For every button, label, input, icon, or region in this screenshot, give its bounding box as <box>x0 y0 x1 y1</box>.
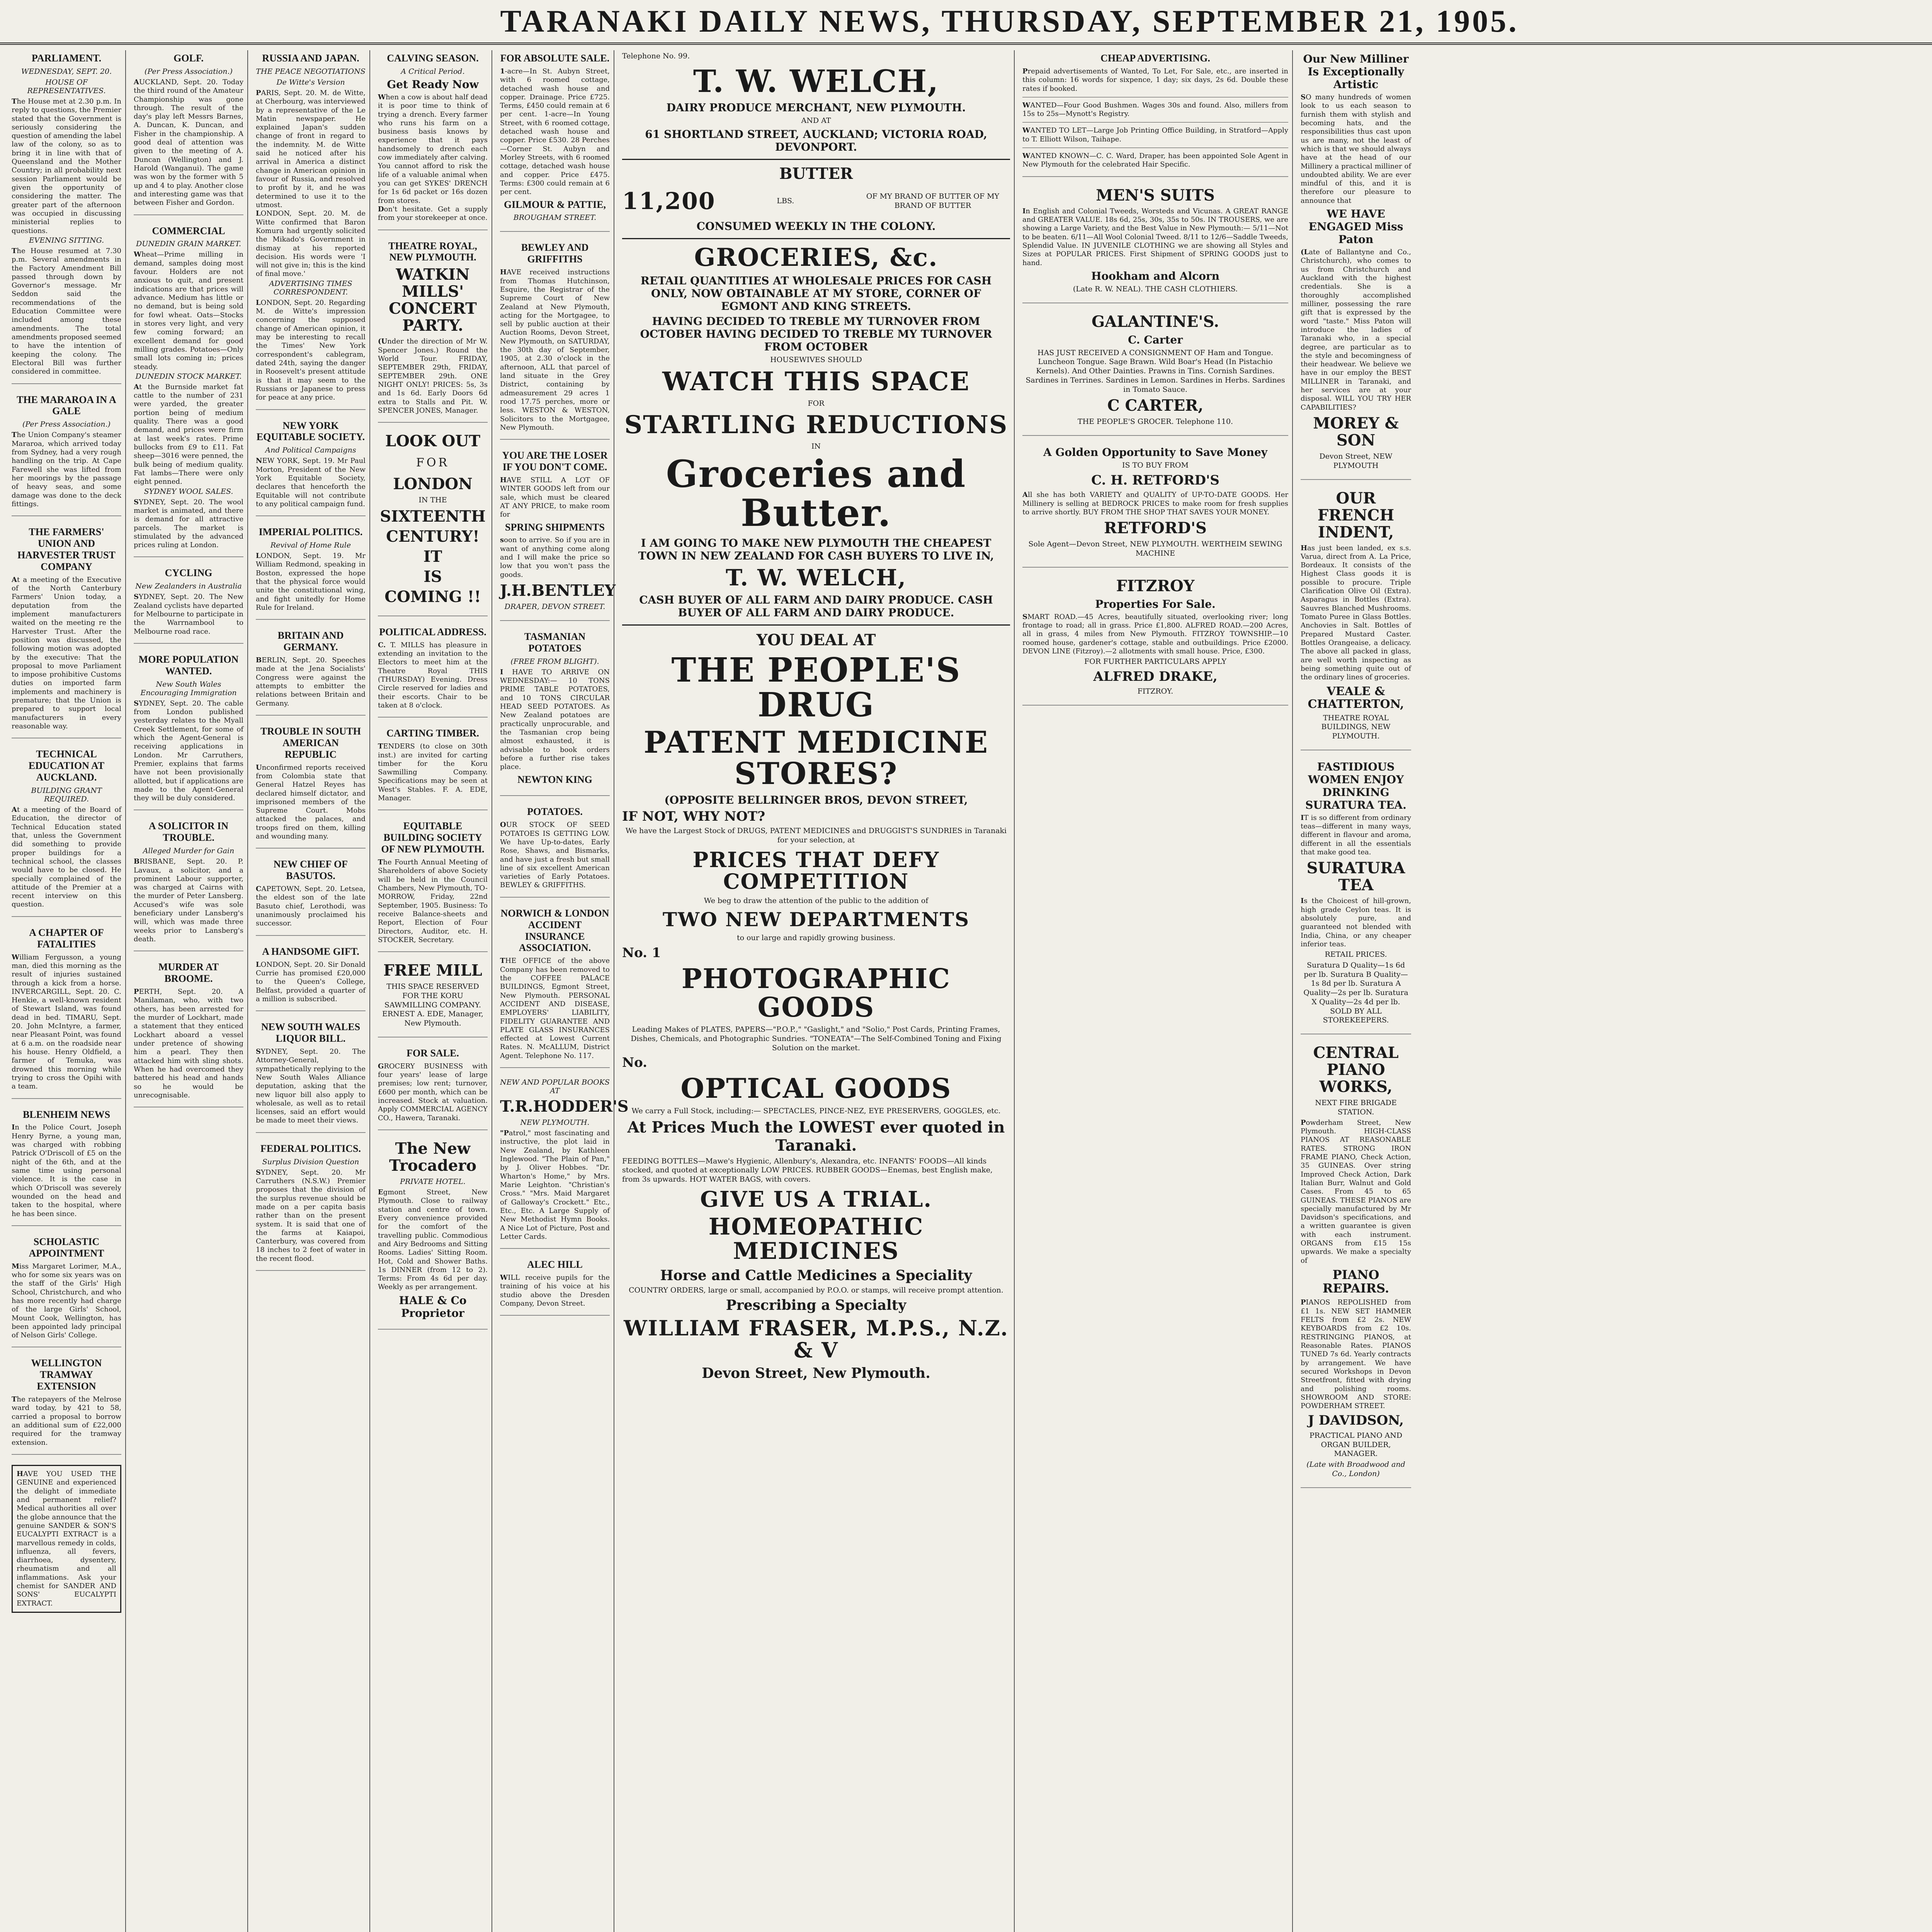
ad-line: Hookham and Alcorn <box>1091 269 1220 282</box>
ad-line: IF NOT, WHY NOT? <box>622 809 765 825</box>
ad-line: OF MY BRAND OF BUTTER OF MY BRAND OF BUTTER <box>866 192 1000 210</box>
ad-title: THE PEOPLE'S DRUG <box>671 650 961 725</box>
ad-body: SO many hundreds of women look to us each season to furnish them with stylish and becoming hats, and the responsibilities thus cast upon us are many, not the least of which is that we should always have at the head of our Millinery a practical milliner of undoubted ability. We are ever mindful of this, and it is therefore our pleasure to announce that <box>1301 93 1411 205</box>
ad-trocadero <box>378 1140 488 1330</box>
headline: WELLINGTON TRAMWAY EXTENSION <box>31 1357 102 1392</box>
subhead: NEW AND POPULAR BOOKS AT <box>500 1078 610 1095</box>
ad-line: No. <box>622 1055 647 1071</box>
subhead: Revival of Home Rule <box>270 541 351 550</box>
article-body: William Fergusson, a young man, died this morning as the result of injuries sustained through a kick from a horse. INVERCARGILL, Sept. 20. C. Henkie, a well-known resident of Stewart Island, was found dead in bed. TIMARU, Sept. 20. John McIntyre, a farmer, near Pleasant Point, was found at 6 a.m. on the roadside near his house. Henry Oldfield, a farmer of Temuka, was drowned this morning while trying to cross the Opihi with a team. <box>12 953 121 1091</box>
headline: TECHNICAL EDUCATION AT AUCKLAND. <box>28 748 105 783</box>
ad-title: FREE MILL <box>383 961 482 980</box>
article-body: PERTH, Sept. 20. A Manilaman, who, with two others, has been arrested for the murder of Lockhart, made a statement that they enticed Lockhart aboard a vessel under pretence of showing him a pearl. They then attacked him with sling shots. When he had overcomed they battered his head and hands so he would be unrecognisable. <box>134 988 243 1099</box>
subhead: EVENING SITTING. <box>29 236 104 245</box>
ad-line: PRACTICAL PIANO AND ORGAN BUILDER, MANAGER. <box>1309 1431 1403 1458</box>
ad-cheap-advertising <box>1022 53 1288 177</box>
ad-title: OUR FRENCH INDENT, <box>1317 489 1395 541</box>
headline: FEDERAL POLITICS. <box>260 1143 361 1154</box>
ad-line: Devon Street, New Plymouth. <box>702 1365 930 1381</box>
article-commercial <box>134 225 243 558</box>
ad-title: At Prices Much the LOWEST ever quoted in Taranaki. <box>627 1118 1005 1155</box>
article-russia-japan <box>256 53 366 410</box>
columns <box>12 50 1932 1932</box>
ad-body: The Fourth Annual Meeting of Shareholders of above Society will be held in the Council Chambers, New Plymouth, TO-MORROW, Friday, 22nd September, 1905. Business: To receive Balance-sheets and Report, Election of Four Directors, Auditor, etc. H. STOCKER, Secretary. <box>378 858 488 944</box>
headline: CALVING SEASON. <box>387 53 479 64</box>
article-scholastic <box>12 1236 121 1348</box>
ad-line: COMING !! <box>384 587 481 606</box>
column-2 <box>134 50 248 1932</box>
article-gift <box>256 946 366 1011</box>
subhead: PRIVATE HOTEL. <box>400 1177 466 1186</box>
headline: A HANDSOME GIFT. <box>262 946 359 957</box>
ad-title: WILLIAM FRASER, M.P.S., N.Z. & V <box>624 1316 1009 1363</box>
ad-line: AND AT <box>801 116 831 125</box>
subhead: (Per Press Association.) <box>22 420 111 429</box>
ad-body: Has just been landed, ex s.s. Varua, direct from A. La Price, Bordeaux. It consists of the Highest Class goods it is possible to procure. Triple Clarification Olive Oil (Extra). Asparagus in Bottles (Extra). Sauvres Blanched Mushrooms. Tomato Puree in Glass Bottles. Anchovies in Salt. Bottles of Prepared Mustard Caster. Bottles Orangeaise, a delicacy. The above all packed in glass, are well worth inspecting as being something quite out of the ordinary lines of groceries. <box>1301 544 1411 682</box>
ad-potatoes <box>500 806 610 897</box>
ad-line: (OPPOSITE BELLRINGER BROS, DEVON STREET, <box>664 794 968 807</box>
column-3 <box>256 50 370 1932</box>
ad-line: We beg to draw the attention of the public to the addition of <box>704 896 929 905</box>
subhead: SYDNEY WOOL SALES. <box>144 487 233 496</box>
ad-body: HAVE received instructions from Thomas Hutchinson, Esquire, the Registrar of the Supreme Court of New Zealand at New Plymouth, acting for the Mortgagee, to sell by public auction at their Auction Rooms, Devon Street, New Plymouth, on SATURDAY, the 30th day of September, 1905, at 2.30 o'clock in the afternoon, ALL that parcel of land situate in the Grey District, containing by admeasurement 29 acres 1 rood 17.75 perches, more or less. WESTON & WESTON, Solicitors to the Mortgagee, New Plymouth. <box>500 268 610 432</box>
article-body: SYDNEY, Sept. 20. The cable from London published yesterday relates to the Myall Creek Settlement, for some of which the Agent-General is receiving applications in London. Mr Carruthers, Premier, explains that farms have not been provisionally allotted, but if applications are made to the Agent-General they will be duly considered. <box>134 699 243 803</box>
ad-body: HAVE STILL A LOT OF WINTER GOODS left from our sale, which must be cleared AT ANY PRICE, to make room for <box>500 476 610 519</box>
subhead: BUILDING GRANT REQUIRED. <box>31 786 102 804</box>
headline: THE FARMERS' UNION AND HARVESTER TRUST COMPANY <box>17 526 116 572</box>
ad-body: When a cow is about half dead it is poor time to think of trying a drench. Every farmer who runs his farm on a business basis knows by experience that it pays handsomely to drench each cow immediately after calving. You cannot afford to risk the life of a valuable animal when you can get SYKES' DRENCH for 1s 6d packet or 16s dozen from stores. <box>378 93 488 205</box>
column-7 <box>1022 50 1293 1932</box>
subhead: Alleged Murder for Gain <box>143 847 235 855</box>
ad-body: Prepaid advertisements of Wanted, To Let, For Sale, etc., are inserted in this column: 16 words for sixpence, 1 day; six days, 2s 6d. Double these rates if booked. <box>1022 67 1288 93</box>
ad-line: FOR FURTHER PARTICULARS APPLY <box>1084 657 1227 666</box>
article-body: BRISBANE, Sept. 20. P. Lavaux, a solicitor, and a prominent Labour supporter, was charged at Cairns with the murder of Peter Lansberg. Accused's wife was sole beneficiary under Lansberg's will, which was made three weeks prior to Lansberg's death. <box>134 857 243 944</box>
article-body: LONDON, Sept. 20. M. de Witte confirmed that Baron Komura had urgently solicited the Mikado's Government in dismay at his reported decision. His words were 'I will not give in; this is the kind of final move.' <box>256 209 366 278</box>
butter-unit: LBS. <box>777 197 794 206</box>
ad-line: HOUSEWIVES SHOULD <box>770 355 862 364</box>
headline: SPRING SHIPMENTS <box>505 521 605 533</box>
ad-line: CONSUMED WEEKLY IN THE COLONY. <box>696 219 936 233</box>
article-basutos <box>256 859 366 935</box>
subhead: And Political Campaigns <box>265 446 356 455</box>
article-body: LONDON, Sept. 19. Mr William Redmond, speaking in Boston, expressed the hope that the physical force would unite the constitutional wing, and fight unitedly for Home Rule for Ireland. <box>256 552 366 612</box>
ad-title: T. W. WELCH, <box>726 565 906 591</box>
ad-title: GROCERIES, &c. <box>694 243 938 272</box>
ad-title: The New Trocadero <box>389 1139 477 1175</box>
ad-line: We have the Largest Stock of DRUGS, PATENT MEDICINES and DRUGGIST'S SUNDRIES in Taranaki for your selection, at <box>625 827 1007 845</box>
ad-line: YOU DEAL AT <box>756 631 876 649</box>
article-solicitor <box>134 820 243 951</box>
headline: TASMANIAN POTATOES <box>524 631 586 654</box>
butter-amount: 11,200 <box>622 187 716 215</box>
ad-title: CENTRAL PIANO WORKS, <box>1313 1044 1399 1096</box>
ad-for-sale <box>378 1048 488 1130</box>
ad-line: We carry a Full Stock, including:— SPECTACLES, PINCE-NEZ, EYE PRESERVERS, GOGGLES, etc. <box>631 1106 1001 1115</box>
subhead: New Zealanders in Australia <box>135 582 242 591</box>
article-body: At the Burnside market fat cattle to the number of 231 were yarded, the greater portion being of medium quality. There was a good demand, and prices were firm at last week's rates. Prime bullocks from £9 to £11. Fat sheep—3016 were penned, the bulk being of medium quality. Fat lambs—There were only eight penned. <box>134 383 243 486</box>
ad-title: VEALE & CHATTERTON, <box>1308 684 1404 711</box>
subhead: DUNEDIN STOCK MARKET. <box>135 372 242 381</box>
ad-title: GALANTINE'S. <box>1091 312 1219 331</box>
headline: NEW YORK EQUITABLE SOCIETY. <box>256 420 365 443</box>
ad-title: GIVE US A TRIAL. <box>700 1186 932 1212</box>
ad-title: WATKIN MILLS' CONCERT PARTY. <box>389 265 477 335</box>
headline: COMMERCIAL <box>152 225 225 236</box>
headline: GOLF. <box>173 53 204 64</box>
article-technical-education <box>12 748 121 917</box>
headline: FOR SALE. <box>406 1047 459 1059</box>
ad-title: TWO NEW DEPARTMENTS <box>662 908 970 931</box>
headline: MORE POPULATION WANTED. <box>138 653 239 677</box>
masthead-title: TARANAKI DAILY NEWS, THURSDAY, SEPTEMBER 21, 1905. <box>500 3 1519 39</box>
ad-title: PRICES THAT DEFY COMPETITION <box>692 847 940 894</box>
column-8 <box>1301 50 1415 1932</box>
article-liquor-bill <box>256 1021 366 1133</box>
article-parliament <box>12 53 121 384</box>
article-britain-germany <box>256 630 366 716</box>
article-federal <box>256 1143 366 1271</box>
ad-body: C. T. MILLS has pleasure in extending an invitation to the Electors to meet him at the Theatre Royal THIS (THURSDAY) Evening. Dress Circle reserved for ladies and their escorts. Chair to be taken at 8 o'clock. <box>378 641 488 709</box>
headline: NEWTON KING <box>517 774 592 785</box>
article-population <box>134 654 243 811</box>
ad-bentley <box>500 450 616 621</box>
ad-title: Groceries and Butter. <box>666 452 966 535</box>
ad-title: PIANO REPAIRS. <box>1322 1267 1389 1296</box>
article-body: SYDNEY, Sept. 20. The New Zealand cyclists have departed for Melbourne to participate in the Warrnambool to Melbourne road race. <box>134 593 243 636</box>
classified: WANTED—Four Good Bushmen. Wages 30s and found. Also, millers from 15s to 25s—Mynott's Registry. <box>1022 101 1288 118</box>
headline: YOU ARE THE LOSER IF YOU DON'T COME. <box>502 450 608 473</box>
ad-french-indent <box>1301 490 1411 750</box>
article-body: BERLIN, Sept. 20. Speeches made at the Jena Socialists' Congress were against the attempts to embitter the relations between Britain and Germany. <box>256 656 366 707</box>
article-golf <box>134 53 243 215</box>
subhead: Get Ready Now <box>387 78 479 91</box>
article-body: AUCKLAND, Sept. 20. Today the third round of the Amateur Championship was gone through. The result of the day's play left Messrs Barnes, A. Duncan, K. Duncan, and Fisher in the championship. A good deal of attention was given to the meeting of A. Duncan (Wellington) and J. Harold (Wanganui). The game was won by the former with 5 up and 4 to play. Another close and interesting game was that between Fisher and Gordon. <box>134 78 243 207</box>
ad-title: T. W. WELCH, <box>693 63 939 99</box>
subhead: De Witte's Version <box>276 78 345 87</box>
ad-line: Horse and Cattle Medicines a Speciality <box>660 1267 972 1284</box>
headline: A CHAPTER OF FATALITIES <box>29 927 104 950</box>
ad-line: NEXT FIRE BRIGADE STATION. <box>1315 1099 1397 1116</box>
article-body: Miss Margaret Lorimer, M.A., who for some six years was on the staff of the Girls' High School, Christchurch, and who has more recently had charge of the large Girls' School, Mount Cook, Wellington, has been appointed lady principal of Nelson Girls' College. <box>12 1262 121 1340</box>
ad-retford <box>1022 446 1288 568</box>
ad-line: (Late with Broadwood and Co., London) <box>1306 1460 1405 1478</box>
subhead: BROUGHAM STREET. <box>513 213 597 222</box>
ad-absolute-sale <box>500 53 610 232</box>
column-6-welch-ad <box>622 50 1015 1932</box>
ad-title: SURATURA TEA <box>1306 859 1405 895</box>
ad-body: In English and Colonial Tweeds, Worsteds and Vicunas. A GREAT RANGE and GREATER VALUE. 18s 6d, 25s, 30s, 35s to 50s. IN TROUSERS, we are showing a Large Variety, and the Best Value in New Plymouth:— 5/11—Not to be beaten. 6/11—All Wool Colonial Tweed. 8/11 to 12/6—Saddle Tweeds, Splendid Value. IN JUVENILE CLOTHING we are showing all Styles and Sizes at POPULAR PRICES. First Shipment of SPRING GOODS just to hand. <box>1022 207 1288 267</box>
subhead: NEW PLYMOUTH. <box>520 1118 590 1127</box>
ad-title: A Golden Opportunity to Save Money <box>1043 446 1268 459</box>
ad-calving <box>378 53 488 230</box>
ad-fitzroy <box>1022 578 1288 706</box>
ad-title: C. H. RETFORD'S <box>1091 472 1219 488</box>
headline: BEWLEY AND GRIFFITHS <box>521 242 589 265</box>
ad-equitable-building <box>378 820 488 952</box>
article-body: Unconfirmed reports received from Colombia state that General Hatzel Reyes has declared himself dictator, and imprisoned members of the Supreme Court. Mobs attacked the palaces, and troops fired on them, killing and wounding many. <box>256 763 366 841</box>
ad-body: (Late of Ballantyne and Co., Christchurch), who comes to us from Christchurch and Auckland with the highest credentials. She is a thoroughly accomplished milliner, possessing the rare gift that is expressed by the word "taste." Miss Paton will introduce the ladies of Taranaki who, in a special degree, are particular as to the style and becomingness of their headwear. We believe we have in our employ the BEST MILLINER in Taranaki, and her services are at your disposal. WILL YOU TRY HER CAPABILITIES? <box>1301 248 1411 412</box>
ad-line: Properties For Sale. <box>1095 597 1216 611</box>
ad-title: MEN'S SUITS <box>1096 186 1215 204</box>
subhead: (Per Press Association.) <box>145 67 233 76</box>
ad-title: RETFORD'S <box>1104 519 1207 537</box>
ad-political <box>378 626 488 718</box>
article-body: The ratepayers of the Melrose ward today, by 421 to 58, carried a proposal to borrow an additional sum of £22,000 required for the tramway extension. <box>12 1395 121 1447</box>
headline: FOR ABSOLUTE SALE. <box>500 53 610 64</box>
headline: CHEAP ADVERTISING. <box>1100 53 1210 64</box>
ad-body: THE OFFICE of the above Company has been removed to the COFFEE PALACE BUILDINGS, Egmont Street, New Plymouth. PERSONAL ACCIDENT AND DISEASE, EMPLOYERS' LIABILITY, FIDELITY GUARANTEE AND PLATE GLASS INSURANCES effected at Lowest Current Rates. N. McALLUM, District Agent. Telephone No. 117. <box>500 957 610 1060</box>
ad-hodder <box>500 1078 629 1249</box>
ad-body: HAVE YOU USED THE GENUINE and experienced the delight of immediate and permanent relief? Medical authorities all over the globe announce that the genuine SANDER & SON'S EUCALYPTI EXTRACT is a marvellous remedy in colds, influenza, all fevers, diarrhoea, dysentery, rheumatism and all inflammations. Ask your chemist for SANDER AND SONS' EUCALYPTI EXTRACT. <box>17 1470 116 1607</box>
headline: PARLIAMENT. <box>31 53 102 64</box>
article-farmers-union <box>12 526 121 738</box>
article-body: SYDNEY, Sept. 20. The Attorney-General, sympathetically replying to the New South Wales Alliance deputation, asking that the new liquor bill also apply to wholesale, as well as to retail licenses, said an effort would be made to meet their views. <box>256 1047 366 1125</box>
ad-line: LOOK OUT <box>385 432 480 451</box>
ad-line: FOR <box>808 399 825 408</box>
headline: THEATRE ROYAL, NEW PLYMOUTH. <box>388 240 477 263</box>
butter-row <box>622 185 1010 218</box>
subhead: HOUSE OF REPRESENTATIVES. <box>27 78 106 95</box>
ad-title: C CARTER, <box>1107 396 1204 415</box>
ad-line: IN <box>811 442 821 451</box>
ad-body: Is the Choicest of hill-grown, high grade Ceylon teas. It is absolutely pure, and guaranteed not blended with India, China, or any cheaper inferior teas. <box>1301 897 1411 948</box>
article-mararoa <box>12 394 121 517</box>
classified: WANTED TO LET—Large Job Printing Office Building, in Stratford—Apply to T. Elliott Wilson, Taihape. <box>1022 126 1288 143</box>
headline: EQUITABLE BUILDING SOCIETY OF NEW PLYMOUTH. <box>381 820 485 855</box>
ad-line: IS TO BUY FROM <box>1122 461 1189 470</box>
ad-line: HAVING DECIDED TO TREBLE MY TURNOVER FROM OCTOBER HAVING DECIDED TO TREBLE MY TURNOVER FROM OCTOBER <box>640 315 992 353</box>
headline: NEW SOUTH WALES LIQUOR BILL. <box>261 1021 361 1044</box>
subhead: DRAPER, DEVON STREET. <box>504 602 605 611</box>
article-body: At a meeting of the Executive of the North Canterbury Farmers' Union today, a deputation from the implement manufacturers waited on the meeting re the Harvester Trust. After the position was discussed, the following motion was adopted by the executive: That the proposal to move Parliament to impose prohibitive Customs duties on imported farm implements and machinery is premature; that the Union is prepared to support local manufacturers in every reasonable way. <box>12 575 121 731</box>
ad-line: 61 SHORTLAND STREET, AUCKLAND; VICTORIA ROAD, DEVONPORT. <box>645 128 987 153</box>
subhead: A Critical Period. <box>401 67 465 76</box>
ad-tasmanian-potatoes <box>500 631 610 796</box>
headline: THE MARAROA IN A GALE <box>17 394 116 417</box>
ad-line: FOR <box>416 456 449 470</box>
headline: ALEC HILL <box>527 1259 583 1270</box>
ad-line: SIXTEENTH <box>380 507 486 526</box>
ad-line: RETAIL QUANTITIES AT WHOLESALE PRICES FOR CASH ONLY, NOW OBTAINABLE AT MY STORE, CORNER OF EGMONT AND KING STREETS. <box>640 274 992 313</box>
ad-line: IN THE <box>418 496 447 505</box>
ad-body: "Patrol," most fascinating and instructive, the plot laid in New Zealand, by Kathleen Inglewood. "The Plain of Pan," by J. Oliver Hobbes. "Dr. Wharton's Home," by Mrs. Marie Leighton. "Christian's Cross." "Mrs. Maid Margaret of Galloway's Crockett." Etc., Etc., Etc. A Large Supply of New Methodist Hymn Books. A Nice Lot of Picture, Post and Letter Cards. <box>500 1129 610 1241</box>
column-4 <box>378 50 492 1932</box>
article-body: LONDON, Sept. 20. Regarding M. de Witte's impression concerning the supposed change of American opinion, it may be interesting to recall the Times' New York correspondent's cablegram, dated 24th, saying the danger in Roosevelt's present attitude is that it may seem to the Russians or Japanese to press for peace at any price. <box>256 298 366 402</box>
ad-body: All she has both VARIETY and QUALITY of UP-TO-DATE GOODS. Her Millinery is selling at BEDROCK PRICES to make room for fresh supplies to arrive shortly. BUY FROM THE SHOP THAT SAVES YOUR MONEY. <box>1022 491 1288 516</box>
headline: POTATOES. <box>527 806 583 818</box>
ad-body: IT is so different from ordinary teas—different in many ways, different in flavour and aroma, different in all the essentials that make good tea. <box>1301 813 1411 856</box>
ad-line: LONDON <box>393 475 473 493</box>
subhead: New South Wales Encouraging Immigration <box>140 680 237 697</box>
ad-line: No. 1 <box>622 945 661 961</box>
ad-title: WE HAVE ENGAGED Miss Paton <box>1308 207 1403 246</box>
ad-free-mill <box>378 962 488 1037</box>
ad-look-out <box>378 433 488 616</box>
ad-line: DAIRY PRODUCE MERCHANT, NEW PLYMOUTH. <box>666 101 966 114</box>
ad-norwich-insurance <box>500 908 610 1068</box>
ad-line: Leading Makes of PLATES, PAPERS—"P.O.P.," "Gaslight," and "Solio," Post Cards, Printing Frames, Dishes, Chemicals, and Photographic Sundries. "TONEATA"—The Self-Combined Toning and Fixing Solution on the market. <box>631 1025 1002 1052</box>
ad-line: Sole Agent—Devon Street, NEW PLYMOUTH. WERTHEIM SEWING MACHINE <box>1028 540 1282 558</box>
headline: RUSSIA AND JAPAN. <box>262 53 359 64</box>
headline: CYCLING <box>165 567 213 579</box>
ad-title: HOMEOPATHIC MEDICINES <box>708 1213 924 1265</box>
article-body: In the Police Court, Joseph Henry Byrne, a young man, was charged with robbing Patrick O'Driscoll of £5 on the night of the 6th, and at the same time using personal violence. It is the case in which O'Driscoll was severely wounded on the head and taken to the hospital, where he has been since. <box>12 1123 121 1218</box>
ad-line: CENTURY! <box>386 527 480 546</box>
column-5 <box>500 50 629 1932</box>
masthead <box>0 0 1932 45</box>
ad-line: IT <box>423 547 442 566</box>
ad-line: THEATRE ROYAL BUILDINGS, NEW PLYMOUTH. <box>1321 713 1391 740</box>
ad-body: Egmont Street, New Plymouth. Close to railway station and centre of town. Every convenience provided for the comfort of the travelling public. Commodious and Airy Bedrooms and Sitting Rooms. Ladies' Sitting Room. Hot, Cold and Shower Baths. 1s DINNER (from 12 to 2). Terms: From 4s 6d per day. Weekly as per arrangement. <box>378 1188 488 1291</box>
headline: NORWICH & LONDON ACCIDENT INSURANCE ASSOCIATION. <box>500 907 609 954</box>
ad-milliner <box>1301 53 1411 480</box>
subhead: DUNEDIN GRAIN MARKET. <box>136 240 241 248</box>
classified: WANTED KNOWN—C. C. Ward, Draper, has been appointed Sole Agent in New Plymouth for the celebrated Hair Specific. <box>1022 152 1288 169</box>
article-body: SYDNEY, Sept. 20. Mr Carruthers (N.S.W.) Premier proposes that the division of the surplus revenue should be made on a per capita basis rather than on the present system. It is said that one of the farms at Kaiapoi, Canterbury, was covered from 18 inches to 2 feet of water in the recent flood. <box>256 1168 366 1263</box>
article-equitable <box>256 420 366 517</box>
headline: A SOLICITOR IN TROUBLE. <box>148 820 229 844</box>
ad-suratura <box>1301 760 1411 1034</box>
ad-theatre <box>378 240 488 423</box>
ad-body: OUR STOCK OF SEED POTATOES IS GETTING LOW. We have Up-to-dates, Early Rose, Shaws, and Bismarks, and have just a fresh but small line of six excellent American varieties of Early Potatoes. BEWLEY & GRIFFITHS. <box>500 821 610 889</box>
ad-body: GROCERY BUSINESS with four years' lease of large premises; low rent; turnover, £600 per month, which can be increased. Stock at valuation. Apply COMMERCIAL AGENCY CO., Hawera, Taranaki. <box>378 1062 488 1122</box>
ad-body: (Under the direction of Mr W. Spencer Jones.) Round the World Tour. FRIDAY, SEPTEMBER 29th, FRIDAY, SEPTEMBER 29th. ONE NIGHT ONLY! PRICES: 5s, 3s and 1s 6d. Early Doors 6d extra to Stalls and Pit. W. SPENCER JONES, Manager. <box>378 337 488 415</box>
article-body: NEW YORK, Sept. 19. Mr Paul Morton, President of the New York Equitable Society, declares that henceforth the Equitable will not contribute to any political campaign fund. <box>256 457 366 508</box>
ad-piano-works <box>1301 1044 1411 1488</box>
headline: POLITICAL ADDRESS. <box>379 626 486 638</box>
article-fatalities <box>12 927 121 1099</box>
ad-line: THE PEOPLE'S GROCER. Telephone 110. <box>1077 417 1233 426</box>
article-blenheim <box>12 1109 121 1226</box>
ad-line: FEEDING BOTTLES—Mawe's Hygienic, Allenbury's, Alexandra, etc. INFANTS' FOODS—All kinds stocked, and quoted at exceptionally LOW PRICES. RUBBER GOODS—Enemas, best English make, from 3s upwards. HOT WATER BAGS, with covers. <box>622 1156 993 1184</box>
article-body: SYDNEY, Sept. 20. The wool market is animated, and there is demand for all attractive parcels. The market is stimulated by the advanced prices ruling at London. <box>134 498 243 549</box>
ad-title: J DAVIDSON, <box>1308 1413 1404 1429</box>
ad-line: C. Carter <box>1128 333 1183 346</box>
headline: SCHOLASTIC APPOINTMENT <box>29 1236 104 1259</box>
ad-body: WILL receive pupils for the training of his voice at his studio above the Dresden Company, Devon Street. <box>500 1274 610 1308</box>
ad-line: CASH BUYER OF ALL FARM AND DAIRY PRODUCE. CASH BUYER OF ALL FARM AND DAIRY PRODUCE. <box>639 593 993 619</box>
ad-line: FITZROY. <box>1137 687 1173 696</box>
article-broome <box>134 961 243 1107</box>
ad-title: J.H.BENTLEY <box>500 581 616 600</box>
ad-line: IS <box>423 567 442 586</box>
headline: TROUBLE IN SOUTH AMERICAN REPUBLIC <box>260 725 361 760</box>
article-south-america <box>256 726 366 849</box>
ad-body: Suratura D Quality—1s 6d per lb. Suratura B Quality—1s 8d per lb. Suratura A Quality—2s per lb. Suratura X Quality—2s 4d per lb. SOLD BY ALL STOREKEEPERS. <box>1303 961 1408 1025</box>
headline: BRITAIN AND GERMANY. <box>277 630 344 653</box>
ad-title: ALFRED DRAKE, <box>1093 669 1218 685</box>
telephone: Telephone No. 99. <box>622 52 690 60</box>
ad-title: STARTLING REDUCTIONS <box>624 410 1008 440</box>
subhead: THE PEACE NEGOTIATIONS <box>256 67 366 76</box>
ad-alec-hill <box>500 1259 610 1316</box>
subhead: Surplus Division Question <box>262 1157 359 1166</box>
article-tramway <box>12 1357 121 1455</box>
headline: MURDER AT BROOME. <box>158 961 219 985</box>
ad-bewley-griffiths <box>500 242 610 440</box>
ad-title: PATENT MEDICINE STORES? <box>643 724 989 792</box>
article-body: The Union Company's steamer Mararoa, which arrived today from Sydney, had a very rough handling on the trip. At Cape Farewell she was lifted from her moorings by the passage of heavy seas, and some damage was done to the deck fittings. <box>12 431 121 508</box>
headline: GILMOUR & PATTIE, <box>503 199 606 210</box>
headline: NEW CHIEF OF BASUTOS. <box>273 859 348 882</box>
article-imperial <box>256 526 366 620</box>
article-body: Wheat—Prime milling in demand, samples doing most favour. Holders are not anxious to quit, and present indications are that prices will advance. Medium has little or no demand, but is being sold for fowl wheat. Oats—Stocks in stores very light, and very few coming forward; an excellent demand for good milling grades. Potatoes—Only small lots coming in; prices steady. <box>134 250 243 371</box>
ad-eucalypti <box>12 1465 121 1613</box>
ad-title: FASTIDIOUS WOMEN ENJOY DRINKING SURATURA TEA. <box>1305 760 1406 811</box>
subhead: (FREE FROM BLIGHT). <box>510 657 599 666</box>
ad-title: BUTTER <box>779 164 853 183</box>
ad-body: HAS JUST RECEIVED A CONSIGNMENT OF Ham and Tongue. Luncheon Tongue. Sage Brawn. Wild Boar's Head (In Pistachio Kernels). And Other Dainties. Prawns in Tins. Cornish Sardines. Sardines in Terrines. Sardines in Lemon. Sardines in Herbs. Sardines in Tomato Sauce. <box>1026 348 1285 394</box>
ad-line: to our large and rapidly growing business. <box>737 934 895 942</box>
ad-body: SMART ROAD.—45 Acres, beautifully situated, overlooking river; long frontage to road; all in grass. Price £1,800. ALFRED ROAD.—200 Acres, all in grass, 4 miles from New Plymouth. FITZROY TOWNSHIP.—10 roomed house, gardener's cottage, stable and outbuildings. Price £2000. DEVON LINE (Fitzroy).—2 allotments with small house. Price, £300. <box>1022 612 1288 655</box>
ad-title: OPTICAL GOODS <box>680 1072 952 1105</box>
ad-body: Don't hesitate. Get a supply from your storekeeper at once. <box>378 205 488 222</box>
ad-body: THIS SPACE RESERVED FOR THE KORU SAWMILLING COMPANY. ERNEST A. EDE, Manager, New Plymouth. <box>382 982 484 1028</box>
ad-body: TENDERS (to close on 30th inst.) are invited for carting timber for the Koru Sawmilling Company. Specifications may be seen at West's Stables. F. A. EDE, Manager. <box>378 742 488 803</box>
ad-title: FITZROY <box>1116 577 1195 595</box>
ad-proprietor: HALE & Co Proprietor <box>399 1294 467 1320</box>
article-body: CAPETOWN, Sept. 20. Letsea, the eldest son of the late Basuto chief, Lerothodi, was unanimously proclaimed his successor. <box>256 885 366 928</box>
ad-title: PHOTOGRAPHIC GOODS <box>681 963 951 1023</box>
ad-title: WATCH THIS SPACE <box>662 366 970 397</box>
ad-body: soon to arrive. So if you are in want of anything come along and I will make the price so low that you won't pass the goods. <box>500 536 610 579</box>
ad-body: Powderham Street, New Plymouth. HIGH-CLASS PIANOS AT REASONABLE RATES. STRONG IRON FRAME PIANO, Check Action, 35 GUINEAS. Over string Improved Check Action, Dark Italian Burr, Walnut and Gold Cases. From 45 to 65 GUINEAS. THESE PIANOS are specially manufactured by Mr Davidson's specifications, and a written guarantee is given with each instrument. ORGANS from £15 15s upwards. We make a specialty of <box>1301 1118 1411 1265</box>
ad-body: PIANOS REPOLISHED from £1 1s. NEW SET HAMMER FELTS from £2 2s. NEW KEYBOARDS from £2 10s. RESTRINGING PIANOS, at Reasonable Rates. PIANOS TUNED 7s 6d. Yearly contracts by arrangement. We have secured Workshops in Devon Streetfront, fitted with drying and polishing rooms. SHOWROOM AND STORE: POWDERHAM STREET. <box>1301 1298 1411 1410</box>
ad-line: COUNTRY ORDERS, large or small, accompanied by P.O.O. or stamps, will receive prompt attention. <box>629 1286 1003 1294</box>
ad-line: (Late R. W. NEAL). THE CASH CLOTHIERS. <box>1073 284 1238 293</box>
article-body: The House met at 2.30 p.m. In reply to questions, the Premier stated that the Government is seriously considering the question of amending the label law of the colony, so as to bring it in line with that of Queensland and the Mother Country; in all probability next session Parliament would be given the opportunity of considering the matter. The greater part of the afternoon was occupied in discussing ministerial replies to questions. <box>12 97 121 235</box>
article-body: LONDON, Sept. 20. Sir Donald Currie has promised £20,000 to the Queen's College, Belfast, provided a quarter of a million is subscribed. <box>256 960 366 1003</box>
headline: IMPERIAL POLITICS. <box>259 526 363 538</box>
ad-mens-suits <box>1022 187 1288 303</box>
ad-line: RETAIL PRICES. <box>1325 950 1387 959</box>
subhead: WEDNESDAY, SEPT. 20. <box>21 67 112 76</box>
article-cycling <box>134 567 243 643</box>
ad-line: Prescribing a Specialty <box>726 1297 906 1314</box>
article-body: At a meeting of the Board of Education, the director of Technical Education stated that, unless the Government did something to provide proper buildings for a technical school, the classes would have to be closed. He specially complained of the attitude of the Premier at a recent interview on this question. <box>12 806 121 909</box>
ad-title: MOREY & SON <box>1313 414 1399 449</box>
column-1 <box>12 50 126 1932</box>
ad-body: 1-acre—In St. Aubyn Street, with 6 roomed cottage, detached wash house and copper. Drainage. Price £725. Terms, £450 could remain at 6 per cent. 1-acre—In Young Street, with 6 roomed cottage, detached wash house and copper. Price £530. 28 Perches—Corner St. Aubyn and Morley Streets, with 6 roomed cottage, detached wash house and copper. Price £475. Terms: £300 could remain at 6 per cent. <box>500 67 610 196</box>
ad-title: T.R.HODDER'S <box>500 1097 629 1116</box>
headline: CARTING TIMBER. <box>386 728 479 739</box>
ad-galantines <box>1022 313 1288 436</box>
subhead: ADVERTISING TIMES CORRESPONDENT. <box>269 279 352 296</box>
ad-line: I AM GOING TO MAKE NEW PLYMOUTH THE CHEAPEST TOWN IN NEW ZEALAND FOR CASH BUYERS TO LIVE IN, <box>638 537 994 563</box>
article-body: The House resumed at 7.30 p.m. Several amendments in the Factory Amendment Bill passed through down by Governor's message. Mr Seddon said the recommendations of the Education Committee were included among these amendments. The total amendments proposed seemed to have the intention of keeping the colony. The Electoral Bill was further considered in committee. <box>12 247 121 376</box>
ad-body: I HAVE TO ARRIVE ON WEDNESDAY:— 10 TONS PRIME TABLE POTATOES, and 10 TONS CIRCULAR HEAD SEED POTATOES. As New Zealand potatoes are practically unprocurable, and the Tasmanian crop being almost exhausted, it is advisable to book orders before a further rise takes place. <box>500 668 610 771</box>
ad-carting <box>378 728 488 810</box>
article-body: PARIS, Sept. 20. M. de Witte, at Cherbourg, was interviewed by a representative of the Le Matin newspaper. He explained Japan's sudden change of front in regard to the indemnity. M. de Witte said he noticed after his arrival in America a distinct change in American opinion in favour of Russia, and resolved to profit by it, and he was determined to use it to the utmost. <box>256 88 366 209</box>
ad-title: Our New Milliner Is Exceptionally Artistic <box>1303 53 1409 91</box>
ad-line: Devon Street, NEW PLYMOUTH <box>1319 452 1393 470</box>
headline: BLENHEIM NEWS <box>22 1109 111 1120</box>
